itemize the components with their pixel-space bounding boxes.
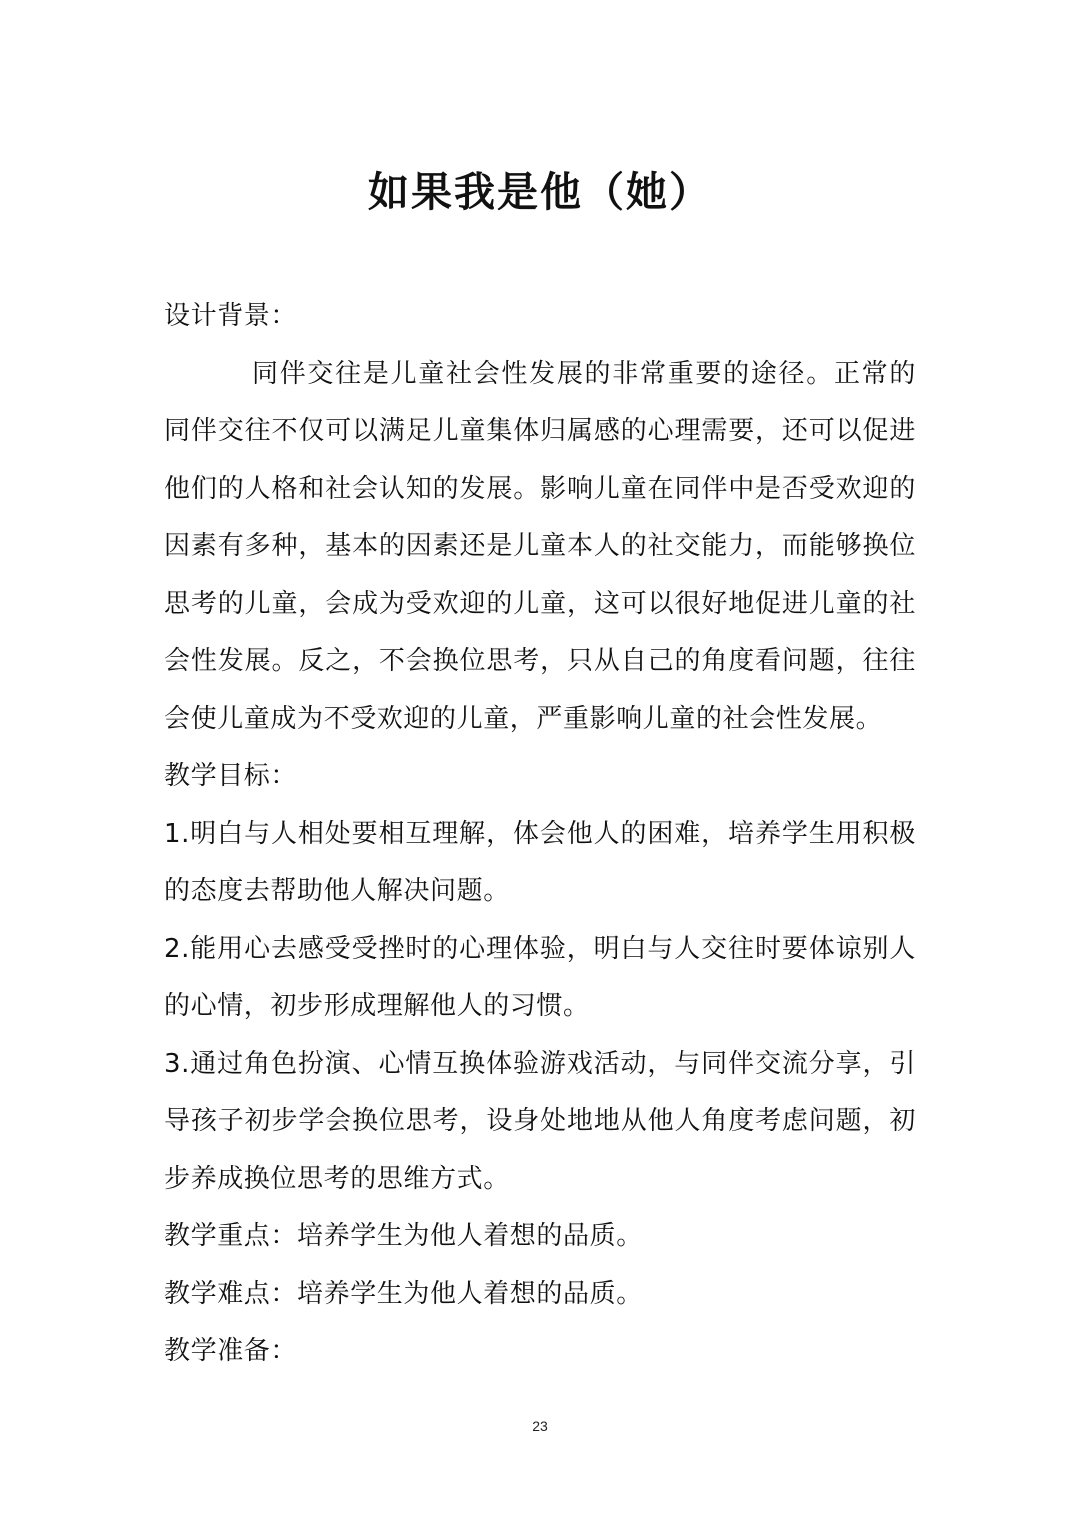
background-paragraph: 同伴交往是儿童社会性发展的非常重要的途径。正常的同伴交往不仅可以满足儿童集体归属感的心理需要，还可以促进他们的人格和社会认知的发展。影响儿童在同伴中是否受欢迎的因素有多种，基本的因素还是儿童本人的社交能力，而能够换位思考的儿童，会成为受欢迎的儿童，这可以很好地促进儿童的社会性发展。反之，不会换位思考，只从自己的角度看问题，往往会使儿童成为不受欢迎的儿童，严重影响儿童的社会性发展。 bbox=[164, 358, 916, 734]
key-point: 教学重点：培养学生为他人着想的品质。 bbox=[164, 1221, 643, 1251]
page-title: 如果我是他（她） bbox=[368, 168, 712, 217]
page-number: 23 bbox=[532, 1418, 548, 1434]
goals-heading: 教学目标： bbox=[164, 761, 298, 791]
difficult-point: 教学难点：培养学生为他人着想的品质。 bbox=[164, 1278, 643, 1309]
goal-item-1: 1.明白与人相处要相互理解，体会他人的困难，培养学生用积极的态度去帮助他人解决问题。 bbox=[164, 818, 916, 906]
goal-item-2: 2.能用心去感受受挫时的心理体验，明白与人交往时要体谅别人的心情，初步形成理解他人的习惯。 bbox=[164, 933, 916, 1021]
document-body bbox=[164, 288, 916, 1381]
goal-item-3: 3.通过角色扮演、心情互换体验游戏活动，与同伴交流分享，引导孩子初步学会换位思考，设身处地地从他人角度考虑问题，初步养成换位思考的思维方式。 bbox=[164, 1048, 916, 1194]
background-heading: 设计背景： bbox=[164, 301, 298, 331]
preparation-heading: 教学准备： bbox=[164, 1336, 298, 1366]
